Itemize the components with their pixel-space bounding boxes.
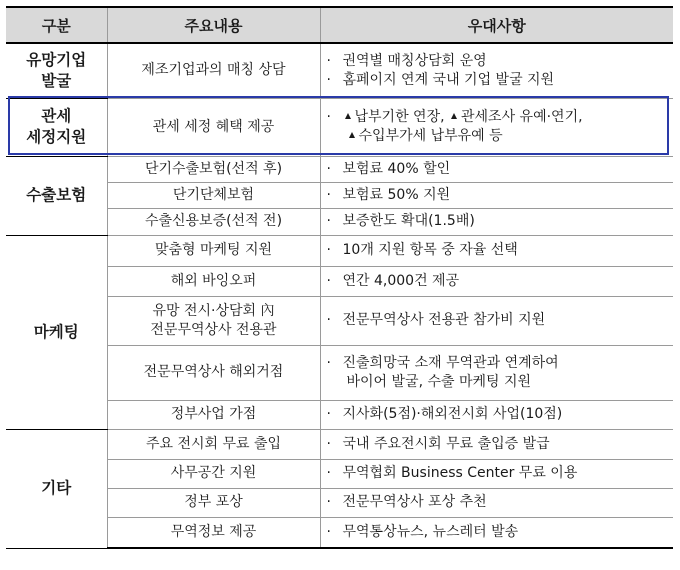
benefits-table [6, 6, 673, 549]
benefit-line [327, 435, 674, 454]
table-row [6, 182, 673, 208]
content-text: 정부 포상 [184, 494, 243, 510]
header-category: 구분 [6, 7, 107, 43]
table-row [6, 400, 673, 429]
table-row [6, 156, 673, 182]
content-text: 무역정보 제공 [170, 523, 257, 540]
content-text: 전문무역상사 전용관 [150, 321, 277, 338]
table-row [6, 488, 673, 517]
content-text: 맞춤형 마케팅 지원 [154, 242, 273, 258]
benefit-line [327, 523, 674, 542]
benefit-line [327, 493, 674, 512]
benefit-line [327, 160, 674, 179]
content-cell [107, 429, 320, 459]
bullet-mark: · [326, 465, 331, 481]
content-text: 유망 전시·상담회 內 [152, 302, 275, 319]
triangle-icon [345, 113, 351, 119]
benefit-line [327, 354, 674, 373]
content-cell [107, 488, 320, 517]
benefit-line [327, 108, 674, 127]
bullet-mark: · [326, 52, 331, 69]
benefit-text: 수입부가세 납부유예 등 [358, 128, 503, 144]
content-text: 사무공간 지원 [170, 465, 257, 481]
content-text: 단기수출보험(선적 후) [144, 160, 283, 177]
content-cell [107, 43, 320, 98]
benefit-cell [320, 266, 673, 296]
benefit-text: 관세조사 유예·연기, [461, 109, 583, 125]
benefit-cell [320, 400, 673, 429]
benefit-line [327, 212, 674, 231]
table-row [6, 459, 673, 488]
benefit-text: 무역협회 Business Center 무료 이용 [342, 465, 578, 481]
benefit-text: 보험료 40% 할인 [342, 160, 451, 177]
category-label: 관세 [41, 107, 72, 125]
benefit-text: 국내 주요전시회 무료 출입증 발급 [342, 435, 550, 452]
benefit-text: 보증한도 확대(1.5배) [342, 213, 475, 229]
table-row [6, 345, 673, 400]
content-cell [107, 266, 320, 296]
bullet-mark: · [326, 312, 331, 328]
content-text: 전문무역상사 해외거점 [143, 364, 284, 380]
content-text: 해외 바잉오퍼 [170, 272, 257, 289]
bullet-mark: · [326, 213, 331, 229]
table-row [6, 429, 673, 459]
category-cell [6, 98, 107, 156]
table-row [6, 517, 673, 548]
benefit-text: 홈페이지 연계 국내 기업 발굴 지원 [342, 71, 555, 88]
category-cell [6, 429, 107, 548]
content-cell [107, 156, 320, 182]
benefit-text: 10개 지원 항목 중 자율 선택 [342, 242, 518, 258]
header-content: 주요내용 [107, 7, 320, 43]
benefit-text: 지사화(5점)·해외전시회 사업(10점) [342, 406, 563, 422]
benefit-text: 권역별 매칭상담회 운영 [342, 52, 487, 69]
benefit-cell [320, 235, 673, 266]
category-label: 기타 [41, 479, 72, 497]
benefit-cell [320, 43, 673, 98]
table-row [6, 98, 673, 156]
benefit-text: 보험료 50% 지원 [342, 186, 451, 203]
benefit-cell [320, 517, 673, 548]
content-cell [107, 517, 320, 548]
triangle-icon [451, 113, 457, 119]
benefit-cell [320, 459, 673, 488]
content-text: 제조기업과의 매칭 상담 [141, 62, 286, 79]
content-text: 주요 전시회 무료 출입 [145, 435, 282, 452]
benefit-cell [320, 182, 673, 208]
bullet-mark: · [326, 435, 331, 452]
benefit-line [327, 373, 674, 392]
benefit-cell [320, 488, 673, 517]
content-cell [107, 235, 320, 266]
bullet-mark: · [326, 71, 331, 88]
benefit-text: 전문무역상사 포상 추천 [342, 494, 487, 510]
category-label: 마케팅 [33, 322, 79, 341]
category-label: 유망기업 [26, 50, 87, 69]
table-body [6, 43, 673, 548]
benefit-cell [320, 208, 673, 235]
content-cell [107, 345, 320, 400]
benefit-cell [320, 296, 673, 345]
category-label: 수출보험 [26, 186, 87, 204]
content-cell [107, 296, 320, 345]
benefit-text: 무역통상뉴스, 뉴스레터 발송 [342, 523, 519, 540]
content-cell [107, 459, 320, 488]
content-text: 수출신용보증(선적 전) [144, 213, 283, 229]
bullet-mark: · [326, 354, 331, 371]
category-cell [6, 235, 107, 429]
table-row [6, 296, 673, 345]
content-text: 단기단체보험 [172, 186, 255, 203]
table-row [6, 266, 673, 296]
table-row [6, 208, 673, 235]
category-cell [6, 156, 107, 235]
benefit-cell [320, 345, 673, 400]
benefit-line [327, 272, 674, 291]
bullet-mark: · [326, 523, 331, 540]
benefit-cell [320, 98, 673, 156]
bullet-mark: · [326, 406, 331, 422]
content-text: 관세 세정 혜택 제공 [152, 118, 275, 135]
header-row [6, 7, 673, 43]
benefit-text: 바이어 발굴, 수출 마케팅 지원 [346, 373, 532, 390]
benefit-line [327, 311, 674, 330]
benefit-cell [320, 156, 673, 182]
table-row [6, 235, 673, 266]
table-row [6, 43, 673, 98]
bullet-mark: · [326, 242, 331, 258]
content-text: 정부사업 가점 [170, 406, 257, 422]
header-benefits: 우대사항 [320, 7, 673, 43]
benefit-cell [320, 429, 673, 459]
bullet-mark: · [326, 160, 331, 177]
benefit-line [327, 186, 674, 205]
bullet-mark: · [326, 186, 331, 203]
content-cell [107, 208, 320, 235]
category-label: 발굴 [41, 71, 72, 90]
benefit-text: 납부기한 연장, [354, 109, 445, 125]
content-cell [107, 400, 320, 429]
content-cell [107, 98, 320, 156]
benefit-line [327, 405, 674, 424]
benefit-text: 전문무역상사 전용관 참가비 지원 [342, 312, 546, 328]
content-cell [107, 182, 320, 208]
benefit-text: 연간 4,000건 제공 [342, 272, 460, 289]
bullet-mark: · [326, 109, 331, 125]
bullet-mark: · [326, 494, 331, 510]
benefit-line [327, 464, 674, 483]
benefit-text: 진출희망국 소재 무역관과 연계하여 [342, 354, 559, 371]
benefit-line [327, 52, 674, 71]
benefit-line [327, 71, 674, 90]
benefit-line [327, 241, 674, 260]
bullet-mark: · [326, 272, 331, 289]
category-cell [6, 43, 107, 98]
triangle-icon [349, 132, 355, 138]
benefit-line [327, 127, 674, 146]
category-label: 세정지원 [26, 128, 87, 146]
